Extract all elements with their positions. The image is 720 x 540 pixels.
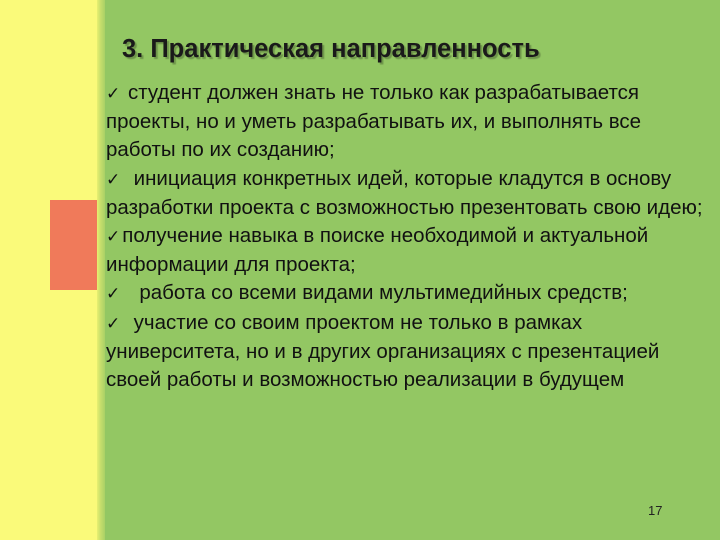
bullet-text: работа со всеми видами мультимедийных средств; [139, 281, 628, 305]
bullet-text: студент должен знать не только как разрабатывается проекты, но и уметь разрабатывать их, и выполнять все работы по их созданию; [106, 81, 642, 162]
slide-title: 3. Практическая направленность [122, 35, 540, 63]
checkmark-icon: ✓ [106, 313, 121, 334]
bullet-text: участие со своим проектом не только в рамках университета, но и в других организациях с презентацией своей работы и возможностью реализации в будущем [106, 310, 660, 392]
bullet-text: получение навыка в поиске необходимой и актуальной информации для проекта; [106, 224, 649, 277]
checkmark-icon: ✓ [106, 169, 121, 190]
checkmark-icon: ✓ [106, 227, 121, 248]
checkmark-icon: ✓ [106, 84, 121, 104]
bullet-prefix [122, 281, 139, 304]
bullet-list [106, 79, 710, 394]
bullet-prefix [122, 167, 133, 190]
page-number: 17 [648, 503, 663, 518]
bullet-prefix [122, 311, 133, 334]
bullet-item [106, 165, 710, 222]
bullet-item [106, 222, 710, 279]
strip-edge-divider [97, 0, 105, 540]
bullet-item [106, 79, 710, 165]
bullet-text: инициация конкретных идей, которые кладутся в основу разработки проекта с возможностью презентовать свою идею; [106, 166, 703, 219]
bullet-item [106, 279, 710, 308]
checkmark-icon: ✓ [106, 284, 121, 305]
bullet-item [106, 309, 710, 395]
